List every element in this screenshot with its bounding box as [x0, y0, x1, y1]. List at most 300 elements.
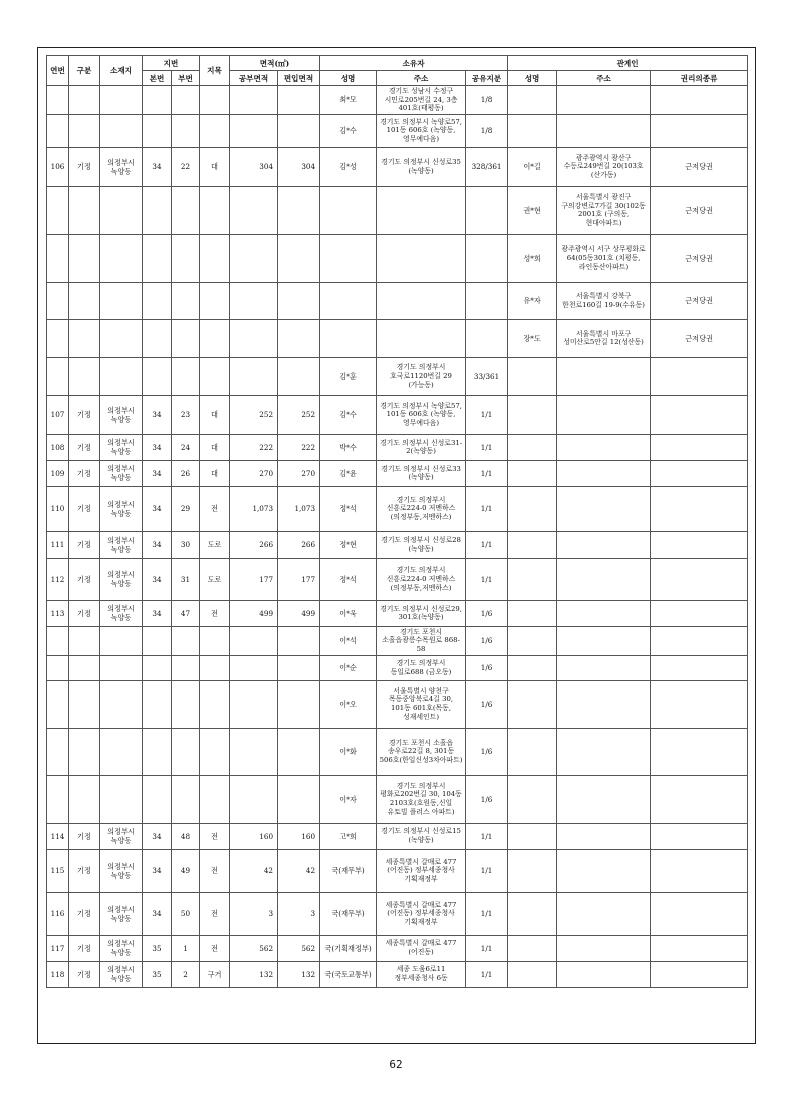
- land-type-cell: 대: [200, 395, 230, 434]
- party-address-cell: [557, 849, 651, 892]
- location-cell: 의정부시 녹양동: [100, 600, 143, 626]
- lot-sub-cell: 31: [172, 558, 200, 600]
- land-type-cell: 전: [200, 892, 230, 935]
- location-cell: [100, 680, 143, 728]
- owner-address-cell: 경기도 의정부시 신성로29, 301호(녹양동): [377, 600, 466, 626]
- land-type-cell: [200, 319, 230, 357]
- right-type-cell: 근저당권: [651, 147, 748, 186]
- owner-address-cell: 경기도 성남시 수정구 시민로205번길 24, 3층 401호(태평동): [377, 86, 466, 115]
- right-type-cell: 근저당권: [651, 186, 748, 234]
- land-type-cell: [200, 114, 230, 147]
- owner-address-cell: 세종특별시 갈매로 477 (어진동) 정부세종청사 기획재정부: [377, 892, 466, 935]
- land-type-cell: [200, 86, 230, 115]
- serial-cell: 115: [47, 849, 69, 892]
- included-area-cell: 42: [278, 849, 320, 892]
- land-type-cell: 전: [200, 486, 230, 531]
- owner-address-cell: 경기도 포천시 소흘읍 송우로22길 8, 301동 506호(한일신성3차아파트): [377, 728, 466, 775]
- table-row: [47, 357, 748, 395]
- location-cell: [100, 357, 143, 395]
- right-type-cell: [651, 680, 748, 728]
- included-area-cell: 3: [278, 892, 320, 935]
- lot-main-cell: 35: [143, 935, 172, 961]
- col-lot: 지번: [143, 56, 200, 71]
- lot-main-cell: 34: [143, 486, 172, 531]
- party-address-cell: [557, 531, 651, 558]
- party-name-cell: [508, 460, 557, 486]
- serial-cell: [47, 86, 69, 115]
- col-party-address: 주소: [557, 71, 651, 86]
- lot-main-cell: [143, 282, 172, 319]
- lot-sub-cell: 50: [172, 892, 200, 935]
- official-area-cell: [230, 775, 278, 823]
- lot-sub-cell: 22: [172, 147, 200, 186]
- included-area-cell: 270: [278, 460, 320, 486]
- table-row: [47, 319, 748, 357]
- party-address-cell: [557, 775, 651, 823]
- col-owner: 소유자: [320, 56, 508, 71]
- category-cell: [69, 114, 100, 147]
- lot-sub-cell: [172, 319, 200, 357]
- col-lot-main: 본번: [143, 71, 172, 86]
- location-cell: 의정부시 녹양동: [100, 961, 143, 987]
- party-name-cell: [508, 823, 557, 849]
- table-row: [47, 775, 748, 823]
- included-area-cell: [278, 86, 320, 115]
- serial-cell: 108: [47, 434, 69, 460]
- serial-cell: 110: [47, 486, 69, 531]
- category-cell: [69, 234, 100, 282]
- col-lot-sub: 부번: [172, 71, 200, 86]
- table-row: [47, 892, 748, 935]
- owner-name-cell: 정*석: [320, 558, 377, 600]
- share-cell: 1/1: [466, 486, 508, 531]
- official-area-cell: [230, 234, 278, 282]
- table-row: [47, 234, 748, 282]
- table-row: [47, 558, 748, 600]
- party-address-cell: [557, 395, 651, 434]
- right-type-cell: [651, 600, 748, 626]
- share-cell: 1/1: [466, 823, 508, 849]
- lot-sub-cell: [172, 655, 200, 680]
- official-area-cell: 132: [230, 961, 278, 987]
- official-area-cell: [230, 282, 278, 319]
- owner-address-cell: 경기도 의정부시 신흥로224-0 저멘하스(의정부동,저멘하스): [377, 486, 466, 531]
- included-area-cell: 562: [278, 935, 320, 961]
- col-owner-address: 주소: [377, 71, 466, 86]
- location-cell: [100, 282, 143, 319]
- table-row: [47, 395, 748, 434]
- included-area-cell: [278, 282, 320, 319]
- category-cell: 기정: [69, 486, 100, 531]
- party-name-cell: 장*도: [508, 319, 557, 357]
- right-type-cell: [651, 626, 748, 655]
- lot-main-cell: 34: [143, 558, 172, 600]
- serial-cell: 117: [47, 935, 69, 961]
- land-type-cell: 전: [200, 600, 230, 626]
- share-cell: 1/6: [466, 775, 508, 823]
- category-cell: 기정: [69, 823, 100, 849]
- owner-name-cell: 이*자: [320, 775, 377, 823]
- owner-name-cell: 김*훈: [320, 357, 377, 395]
- share-cell: 1/8: [466, 114, 508, 147]
- lot-sub-cell: 49: [172, 849, 200, 892]
- official-area-cell: [230, 728, 278, 775]
- category-cell: 기정: [69, 147, 100, 186]
- right-type-cell: [651, 849, 748, 892]
- serial-cell: 107: [47, 395, 69, 434]
- lot-main-cell: 34: [143, 892, 172, 935]
- included-area-cell: 304: [278, 147, 320, 186]
- lot-main-cell: [143, 728, 172, 775]
- lot-sub-cell: [172, 114, 200, 147]
- owner-address-cell: 세종 도움6로11 정부세종청사 6동: [377, 961, 466, 987]
- party-name-cell: 권*현: [508, 186, 557, 234]
- share-cell: 328/361: [466, 147, 508, 186]
- table-row: [47, 655, 748, 680]
- lot-sub-cell: [172, 282, 200, 319]
- land-type-cell: [200, 775, 230, 823]
- category-cell: 기정: [69, 600, 100, 626]
- party-address-cell: [557, 823, 651, 849]
- official-area-cell: [230, 114, 278, 147]
- owner-name-cell: 김*수: [320, 395, 377, 434]
- category-cell: [69, 775, 100, 823]
- location-cell: 의정부시 녹양동: [100, 531, 143, 558]
- lot-main-cell: 34: [143, 460, 172, 486]
- party-address-cell: [557, 728, 651, 775]
- col-party-name: 성명: [508, 71, 557, 86]
- share-cell: 1/6: [466, 600, 508, 626]
- location-cell: 의정부시 녹양동: [100, 823, 143, 849]
- party-name-cell: [508, 655, 557, 680]
- category-cell: [69, 680, 100, 728]
- party-name-cell: 유*자: [508, 282, 557, 319]
- official-area-cell: 1,073: [230, 486, 278, 531]
- party-address-cell: 서울특별시 광진구 구의강변로7가길 30(102동 2001호 (구의동, 현대아파트): [557, 186, 651, 234]
- serial-cell: [47, 626, 69, 655]
- lot-main-cell: [143, 319, 172, 357]
- share-cell: [466, 319, 508, 357]
- lot-main-cell: 34: [143, 147, 172, 186]
- party-address-cell: 광주광역시 광산구 수등로249번길 20(103호 (산가동): [557, 147, 651, 186]
- right-type-cell: [651, 486, 748, 531]
- right-type-cell: 근저당권: [651, 319, 748, 357]
- included-area-cell: 222: [278, 434, 320, 460]
- included-area-cell: 499: [278, 600, 320, 626]
- serial-cell: 114: [47, 823, 69, 849]
- included-area-cell: [278, 357, 320, 395]
- category-cell: [69, 357, 100, 395]
- table-row: [47, 186, 748, 234]
- serial-cell: [47, 282, 69, 319]
- right-type-cell: [651, 395, 748, 434]
- owner-address-cell: 경기도 의정부시 동일로688 (금오동): [377, 655, 466, 680]
- share-cell: [466, 282, 508, 319]
- party-address-cell: [557, 626, 651, 655]
- party-name-cell: 이*길: [508, 147, 557, 186]
- table-row: [47, 460, 748, 486]
- lot-main-cell: 34: [143, 395, 172, 434]
- lot-sub-cell: 47: [172, 600, 200, 626]
- included-area-cell: 1,073: [278, 486, 320, 531]
- location-cell: 의정부시 녹양동: [100, 460, 143, 486]
- lot-sub-cell: 1: [172, 935, 200, 961]
- table-row: [47, 680, 748, 728]
- included-area-cell: 252: [278, 395, 320, 434]
- category-cell: [69, 186, 100, 234]
- owner-address-cell: 경기도 포천시 소흘읍광릉수목원로 868-58: [377, 626, 466, 655]
- lot-sub-cell: 48: [172, 823, 200, 849]
- col-party: 관계인: [508, 56, 748, 71]
- owner-address-cell: 경기도 의정부시 신성로35 (녹양동): [377, 147, 466, 186]
- land-type-cell: 도로: [200, 558, 230, 600]
- included-area-cell: [278, 319, 320, 357]
- right-type-cell: [651, 775, 748, 823]
- table-row: [47, 600, 748, 626]
- party-name-cell: 성*희: [508, 234, 557, 282]
- col-category: 구분: [69, 56, 100, 86]
- party-address-cell: [557, 655, 651, 680]
- lot-sub-cell: 26: [172, 460, 200, 486]
- share-cell: 1/1: [466, 531, 508, 558]
- lot-main-cell: [143, 86, 172, 115]
- party-name-cell: [508, 728, 557, 775]
- serial-cell: [47, 234, 69, 282]
- table-row: [47, 823, 748, 849]
- category-cell: 기정: [69, 849, 100, 892]
- party-address-cell: [557, 86, 651, 115]
- lot-main-cell: 35: [143, 961, 172, 987]
- party-name-cell: [508, 395, 557, 434]
- party-address-cell: [557, 935, 651, 961]
- serial-cell: [47, 728, 69, 775]
- table-row: [47, 531, 748, 558]
- serial-cell: 109: [47, 460, 69, 486]
- lot-main-cell: 34: [143, 600, 172, 626]
- right-type-cell: [651, 823, 748, 849]
- lot-sub-cell: [172, 626, 200, 655]
- owner-name-cell: 최*모: [320, 86, 377, 115]
- owner-address-cell: [377, 234, 466, 282]
- owner-name-cell: [320, 186, 377, 234]
- lot-main-cell: 34: [143, 531, 172, 558]
- owner-name-cell: [320, 234, 377, 282]
- owner-name-cell: 국(국토교통부): [320, 961, 377, 987]
- share-cell: [466, 186, 508, 234]
- category-cell: [69, 319, 100, 357]
- land-register-table: [46, 55, 748, 988]
- owner-name-cell: 정*석: [320, 486, 377, 531]
- lot-main-cell: [143, 357, 172, 395]
- land-type-cell: 구거: [200, 961, 230, 987]
- party-name-cell: [508, 600, 557, 626]
- share-cell: 1/1: [466, 849, 508, 892]
- included-area-cell: 177: [278, 558, 320, 600]
- lot-sub-cell: [172, 357, 200, 395]
- location-cell: 의정부시 녹양동: [100, 486, 143, 531]
- owner-name-cell: 이*욱: [320, 600, 377, 626]
- table-row: [47, 282, 748, 319]
- lot-sub-cell: [172, 680, 200, 728]
- owner-address-cell: 서울특별시 양천구 목동중앙북로4길 30, 101동 601호(목동,성재세인트): [377, 680, 466, 728]
- category-cell: [69, 728, 100, 775]
- owner-address-cell: 경기도 의정부시 녹양로57, 101동 606호 (녹양동, 영무예다음): [377, 395, 466, 434]
- serial-cell: [47, 357, 69, 395]
- owner-name-cell: 이*오: [320, 680, 377, 728]
- official-area-cell: 252: [230, 395, 278, 434]
- included-area-cell: 132: [278, 961, 320, 987]
- included-area-cell: [278, 728, 320, 775]
- share-cell: 1/1: [466, 434, 508, 460]
- land-type-cell: [200, 186, 230, 234]
- col-area-official: 공부면적: [230, 71, 278, 86]
- location-cell: [100, 186, 143, 234]
- col-serial: 연번: [47, 56, 69, 86]
- owner-name-cell: 이*화: [320, 728, 377, 775]
- serial-cell: [47, 186, 69, 234]
- owner-name-cell: 국(재무부): [320, 892, 377, 935]
- included-area-cell: 266: [278, 531, 320, 558]
- party-address-cell: 서울특별시 마포구 성미산로5안길 12(성산동): [557, 319, 651, 357]
- col-right-type: 권리의종류: [651, 71, 748, 86]
- location-cell: 의정부시 녹양동: [100, 395, 143, 434]
- lot-main-cell: [143, 775, 172, 823]
- owner-name-cell: 김*윤: [320, 460, 377, 486]
- party-name-cell: [508, 486, 557, 531]
- serial-cell: [47, 114, 69, 147]
- land-type-cell: 대: [200, 460, 230, 486]
- party-name-cell: [508, 775, 557, 823]
- owner-name-cell: 이*순: [320, 655, 377, 680]
- owner-address-cell: 세종특별시 갈매로 477 (어진동): [377, 935, 466, 961]
- included-area-cell: [278, 114, 320, 147]
- share-cell: 1/1: [466, 961, 508, 987]
- owner-address-cell: [377, 319, 466, 357]
- land-type-cell: [200, 680, 230, 728]
- party-address-cell: [557, 486, 651, 531]
- official-area-cell: 222: [230, 434, 278, 460]
- party-name-cell: [508, 892, 557, 935]
- col-share: 공유지분: [466, 71, 508, 86]
- share-cell: 33/361: [466, 357, 508, 395]
- right-type-cell: [651, 728, 748, 775]
- lot-sub-cell: [172, 86, 200, 115]
- category-cell: 기정: [69, 395, 100, 434]
- owner-name-cell: 박*수: [320, 434, 377, 460]
- category-cell: 기정: [69, 460, 100, 486]
- right-type-cell: [651, 935, 748, 961]
- party-address-cell: [557, 114, 651, 147]
- owner-address-cell: 경기도 의정부시 호국로1120번길 29 (가능동): [377, 357, 466, 395]
- right-type-cell: [651, 434, 748, 460]
- table-row: [47, 728, 748, 775]
- location-cell: [100, 775, 143, 823]
- included-area-cell: [278, 186, 320, 234]
- location-cell: 의정부시 녹양동: [100, 434, 143, 460]
- land-type-cell: [200, 357, 230, 395]
- col-area-included: 편입면적: [278, 71, 320, 86]
- location-cell: [100, 319, 143, 357]
- official-area-cell: [230, 319, 278, 357]
- category-cell: 기정: [69, 531, 100, 558]
- owner-name-cell: 김*성: [320, 147, 377, 186]
- serial-cell: 116: [47, 892, 69, 935]
- owner-name-cell: 고*희: [320, 823, 377, 849]
- land-type-cell: 전: [200, 823, 230, 849]
- party-name-cell: [508, 961, 557, 987]
- category-cell: 기정: [69, 558, 100, 600]
- right-type-cell: [651, 655, 748, 680]
- share-cell: 1/1: [466, 460, 508, 486]
- official-area-cell: 266: [230, 531, 278, 558]
- land-type-cell: [200, 728, 230, 775]
- included-area-cell: [278, 626, 320, 655]
- owner-name-cell: 이*석: [320, 626, 377, 655]
- land-type-cell: [200, 626, 230, 655]
- table-row: [47, 486, 748, 531]
- table-row: [47, 626, 748, 655]
- serial-cell: [47, 680, 69, 728]
- party-name-cell: [508, 680, 557, 728]
- official-area-cell: [230, 86, 278, 115]
- lot-main-cell: [143, 626, 172, 655]
- right-type-cell: [651, 961, 748, 987]
- owner-name-cell: [320, 319, 377, 357]
- serial-cell: 111: [47, 531, 69, 558]
- serial-cell: [47, 655, 69, 680]
- lot-sub-cell: 24: [172, 434, 200, 460]
- included-area-cell: [278, 655, 320, 680]
- party-address-cell: [557, 961, 651, 987]
- land-type-cell: [200, 234, 230, 282]
- page-number: 62: [389, 1058, 403, 1071]
- party-name-cell: [508, 114, 557, 147]
- lot-sub-cell: [172, 728, 200, 775]
- lot-sub-cell: [172, 234, 200, 282]
- lot-main-cell: [143, 114, 172, 147]
- owner-address-cell: 경기도 의정부시 녹양로57, 101동 606호 (녹양동, 영무예다음): [377, 114, 466, 147]
- party-name-cell: [508, 86, 557, 115]
- lot-sub-cell: 23: [172, 395, 200, 434]
- official-area-cell: [230, 680, 278, 728]
- official-area-cell: [230, 626, 278, 655]
- share-cell: 1/1: [466, 395, 508, 434]
- party-address-cell: 서울특별시 강북구 한천로160길 19-9(수유동): [557, 282, 651, 319]
- serial-cell: 106: [47, 147, 69, 186]
- lot-main-cell: 34: [143, 434, 172, 460]
- category-cell: [69, 282, 100, 319]
- col-area: 면적(㎡): [230, 56, 320, 71]
- land-type-cell: 대: [200, 147, 230, 186]
- owner-name-cell: 김*수: [320, 114, 377, 147]
- share-cell: 1/1: [466, 558, 508, 600]
- official-area-cell: [230, 655, 278, 680]
- category-cell: [69, 86, 100, 115]
- included-area-cell: [278, 775, 320, 823]
- official-area-cell: [230, 186, 278, 234]
- lot-sub-cell: [172, 186, 200, 234]
- land-type-cell: 대: [200, 434, 230, 460]
- owner-address-cell: 경기도 의정부시 신성로33 (녹양동): [377, 460, 466, 486]
- category-cell: [69, 626, 100, 655]
- party-address-cell: [557, 434, 651, 460]
- share-cell: 1/8: [466, 86, 508, 115]
- serial-cell: [47, 775, 69, 823]
- owner-address-cell: [377, 186, 466, 234]
- official-area-cell: 499: [230, 600, 278, 626]
- party-address-cell: [557, 600, 651, 626]
- official-area-cell: 3: [230, 892, 278, 935]
